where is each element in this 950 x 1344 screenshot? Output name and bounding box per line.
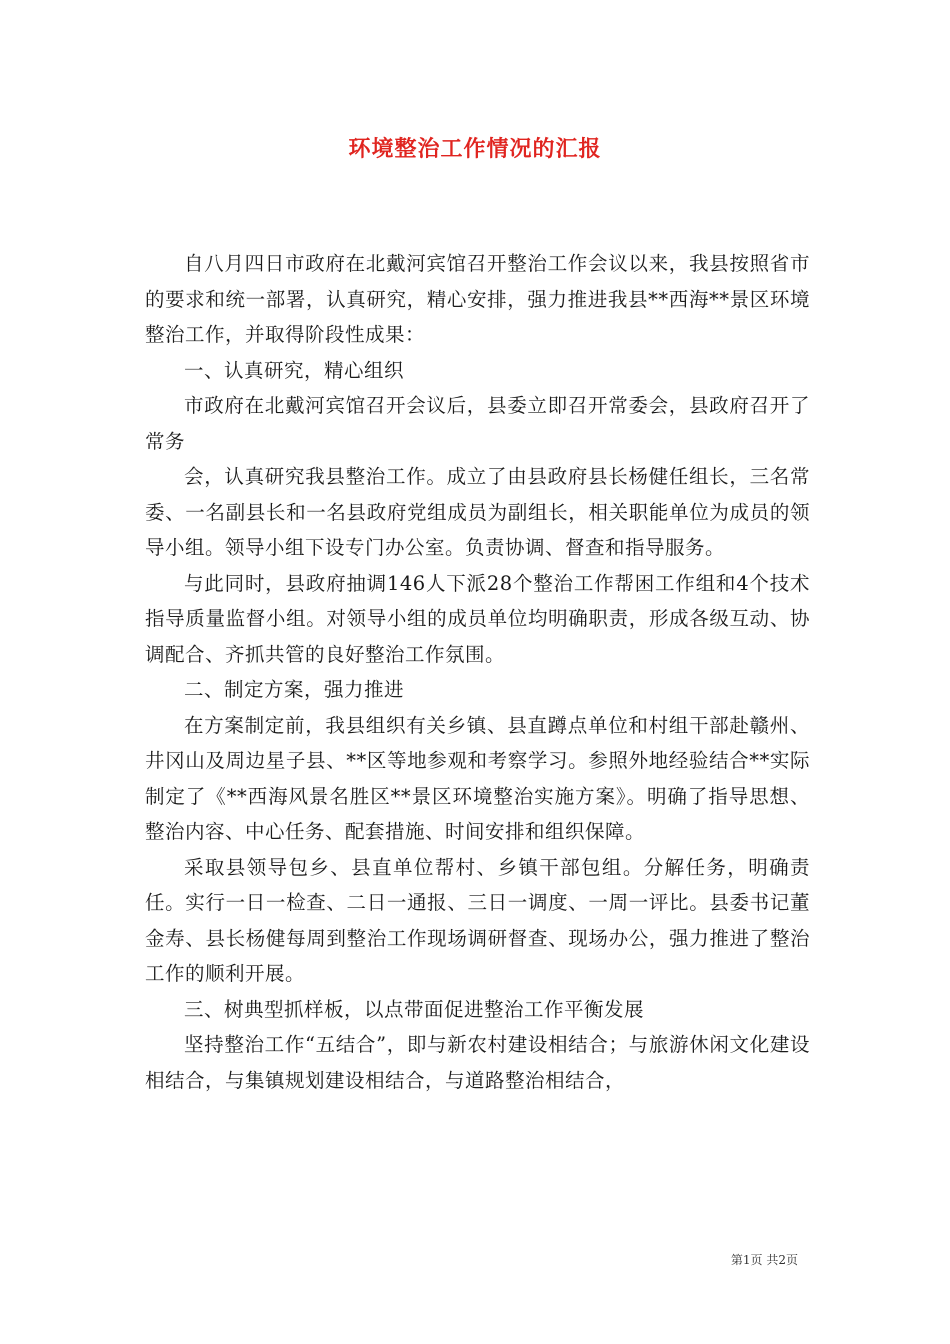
paragraph: 在方案制定前，我县组织有关乡镇、县直蹲点单位和村组干部赴赣州、井冈山及周边星子县、**区等地参观和考察学习。参照外地经验结合**实际制定了《**西海风景名胜区**景区环境整治实施方案》。明确了指导思想、整治内容、中心任务、配套措施、时间安排和组织保障。: [145, 713, 810, 843]
document-body: [145, 246, 810, 1098]
paragraph-intro: 自八月四日市政府在北戴河宾馆召开整治工作会议以来，我县按照省市的要求和统一部署，认真研究，精心安排，强力推进我县**西海**景区环境整治工作，并取得阶段性成果：: [145, 252, 810, 346]
section-heading-2: 二、制定方案，强力推进: [184, 678, 405, 701]
paragraph: 坚持整治工作“五结合”，即与新农村建设相结合；与旅游休闲文化建设相结合，与集镇规划建设相结合，与道路整治相结合，: [145, 1033, 810, 1092]
paragraph: 会，认真研究我县整治工作。成立了由县政府县长杨健任组长，三名常委、一名副县长和一名县政府党组成员为副组长，相关职能单位为成员的领导小组。领导小组下设专门办公室。负责协调、督查和指导服务。: [145, 465, 810, 559]
section-heading-1: 一、认真研究，精心组织: [184, 358, 405, 382]
paragraph: 市政府在北戴河宾馆召开会议后，县委立即召开常委会，县政府召开了常务: [145, 394, 810, 453]
paragraph: 与此同时，县政府抽调146人下派28个整治工作帮困工作组和4个技术指导质量监督小组。对领导小组的成员单位均明确职责，形成各级互动、协调配合、齐抓共管的良好整治工作氛围。: [145, 571, 810, 666]
section-heading-3: 三、树典型抓样板，以点带面促进整治工作平衡发展: [184, 997, 645, 1021]
page-number-footer: 第1页 共2页: [730, 1253, 798, 1267]
paragraph: 采取县领导包乡、县直单位帮村、乡镇干部包组。分解任务，明确责任。实行一日一检查、二日一通报、三日一调度、一周一评比。县委书记董金寿、县长杨健每周到整治工作现场调研督查、现场办公，强力推进了整治工作的顺利开展。: [145, 855, 810, 985]
document-title: 环境整治工作情况的汇报: [348, 136, 602, 162]
